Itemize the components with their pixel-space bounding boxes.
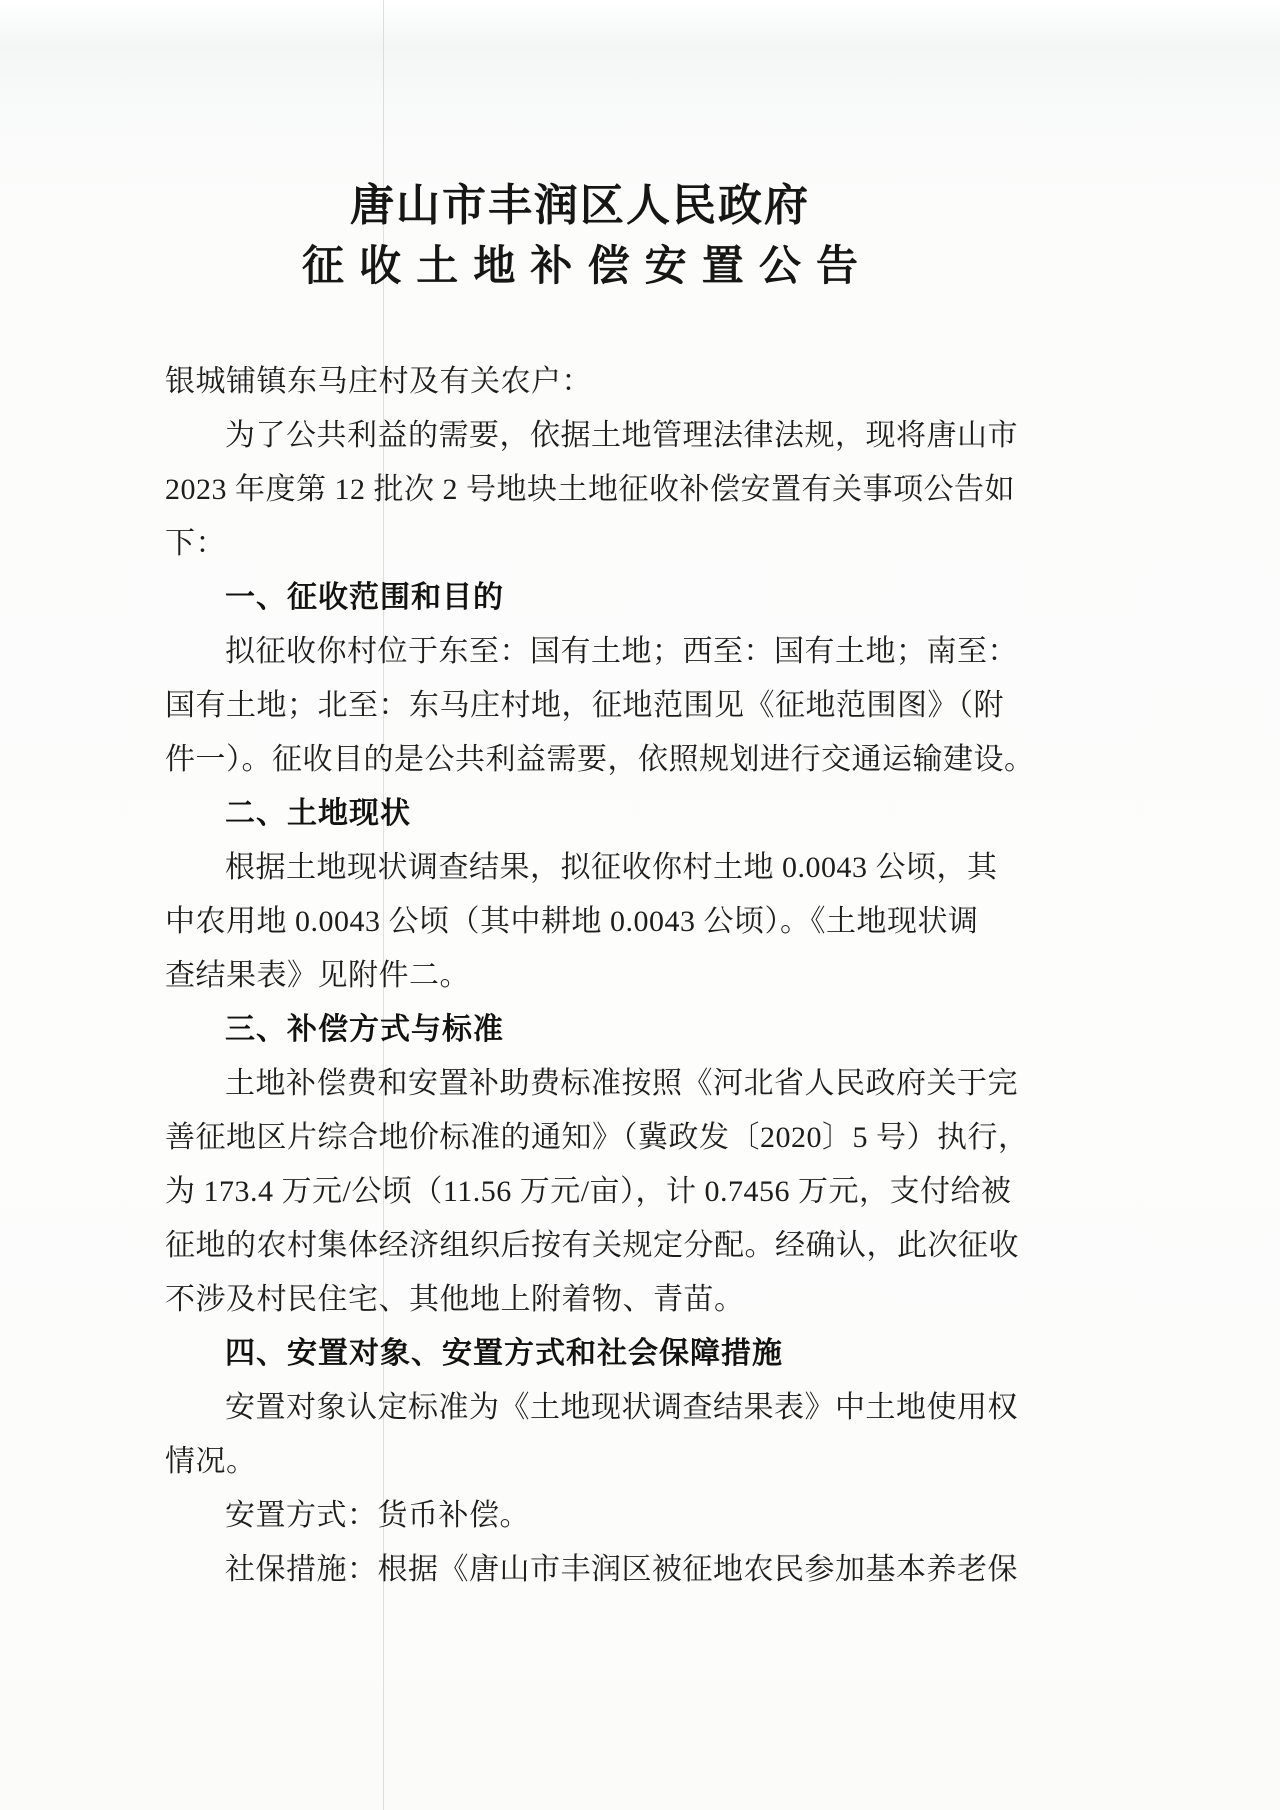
body-line: 安置对象认定标准为《土地现状调查结果表》中土地使用权 bbox=[225, 1390, 1018, 1424]
body-line: 中农用地 0.0043 公顷（其中耕地 0.0043 公顷）。《土地现状调 bbox=[165, 904, 979, 938]
document-body bbox=[165, 355, 1035, 1597]
body-line: 查结果表》见附件二。 bbox=[165, 958, 470, 992]
section-heading: 三、补偿方式与标准 bbox=[225, 1012, 504, 1046]
section-heading: 一、征收范围和目的 bbox=[225, 580, 504, 614]
document-title-announcement: 征收土地补偿安置公告 bbox=[301, 244, 874, 291]
body-line: 征地的农村集体经济组织后按有关规定分配。经确认，此次征收 bbox=[165, 1228, 1019, 1262]
body-line: 下： bbox=[165, 526, 226, 560]
body-line: 情况。 bbox=[165, 1444, 257, 1478]
body-line: 拟征收你村位于东至：国有土地；西至：国有土地；南至： bbox=[225, 634, 1018, 668]
body-line: 善征地区片综合地价标准的通知》（冀政发〔2020〕5 号）执行， bbox=[165, 1120, 1029, 1154]
body-line: 安置方式：货币补偿。 bbox=[225, 1498, 530, 1532]
body-line: 为 173.4 万元/公顷（11.56 万元/亩），计 0.7456 万元，支付给被 bbox=[165, 1174, 1012, 1208]
section-heading: 二、土地现状 bbox=[225, 796, 411, 830]
body-line: 为了公共利益的需要，依据土地管理法律法规，现将唐山市 bbox=[225, 418, 1018, 452]
section-heading: 四、安置对象、安置方式和社会保障措施 bbox=[225, 1336, 783, 1370]
body-line: 不涉及村民住宅、其他地上附着物、青苗。 bbox=[165, 1282, 745, 1316]
body-line: 社保措施：根据《唐山市丰润区被征地农民参加基本养老保 bbox=[225, 1552, 1018, 1586]
body-line: 土地补偿费和安置补助费标准按照《河北省人民政府关于完 bbox=[225, 1066, 1018, 1100]
body-line: 国有土地；北至：东马庄村地，征地范围见《征地范围图》（附 bbox=[165, 688, 1004, 722]
document-title-government: 唐山市丰润区人民政府 bbox=[350, 181, 810, 230]
body-line: 件一）。征收目的是公共利益需要，依照规划进行交通运输建设。 bbox=[165, 742, 1035, 776]
document-content bbox=[165, 181, 1035, 1597]
body-line: 银城铺镇东马庄村及有关农户： bbox=[165, 364, 592, 398]
body-line: 2023 年度第 12 批次 2 号地块土地征收补偿安置有关事项公告如 bbox=[165, 472, 1015, 506]
body-line: 根据土地现状调查结果，拟征收你村土地 0.0043 公顷，其 bbox=[225, 850, 998, 884]
